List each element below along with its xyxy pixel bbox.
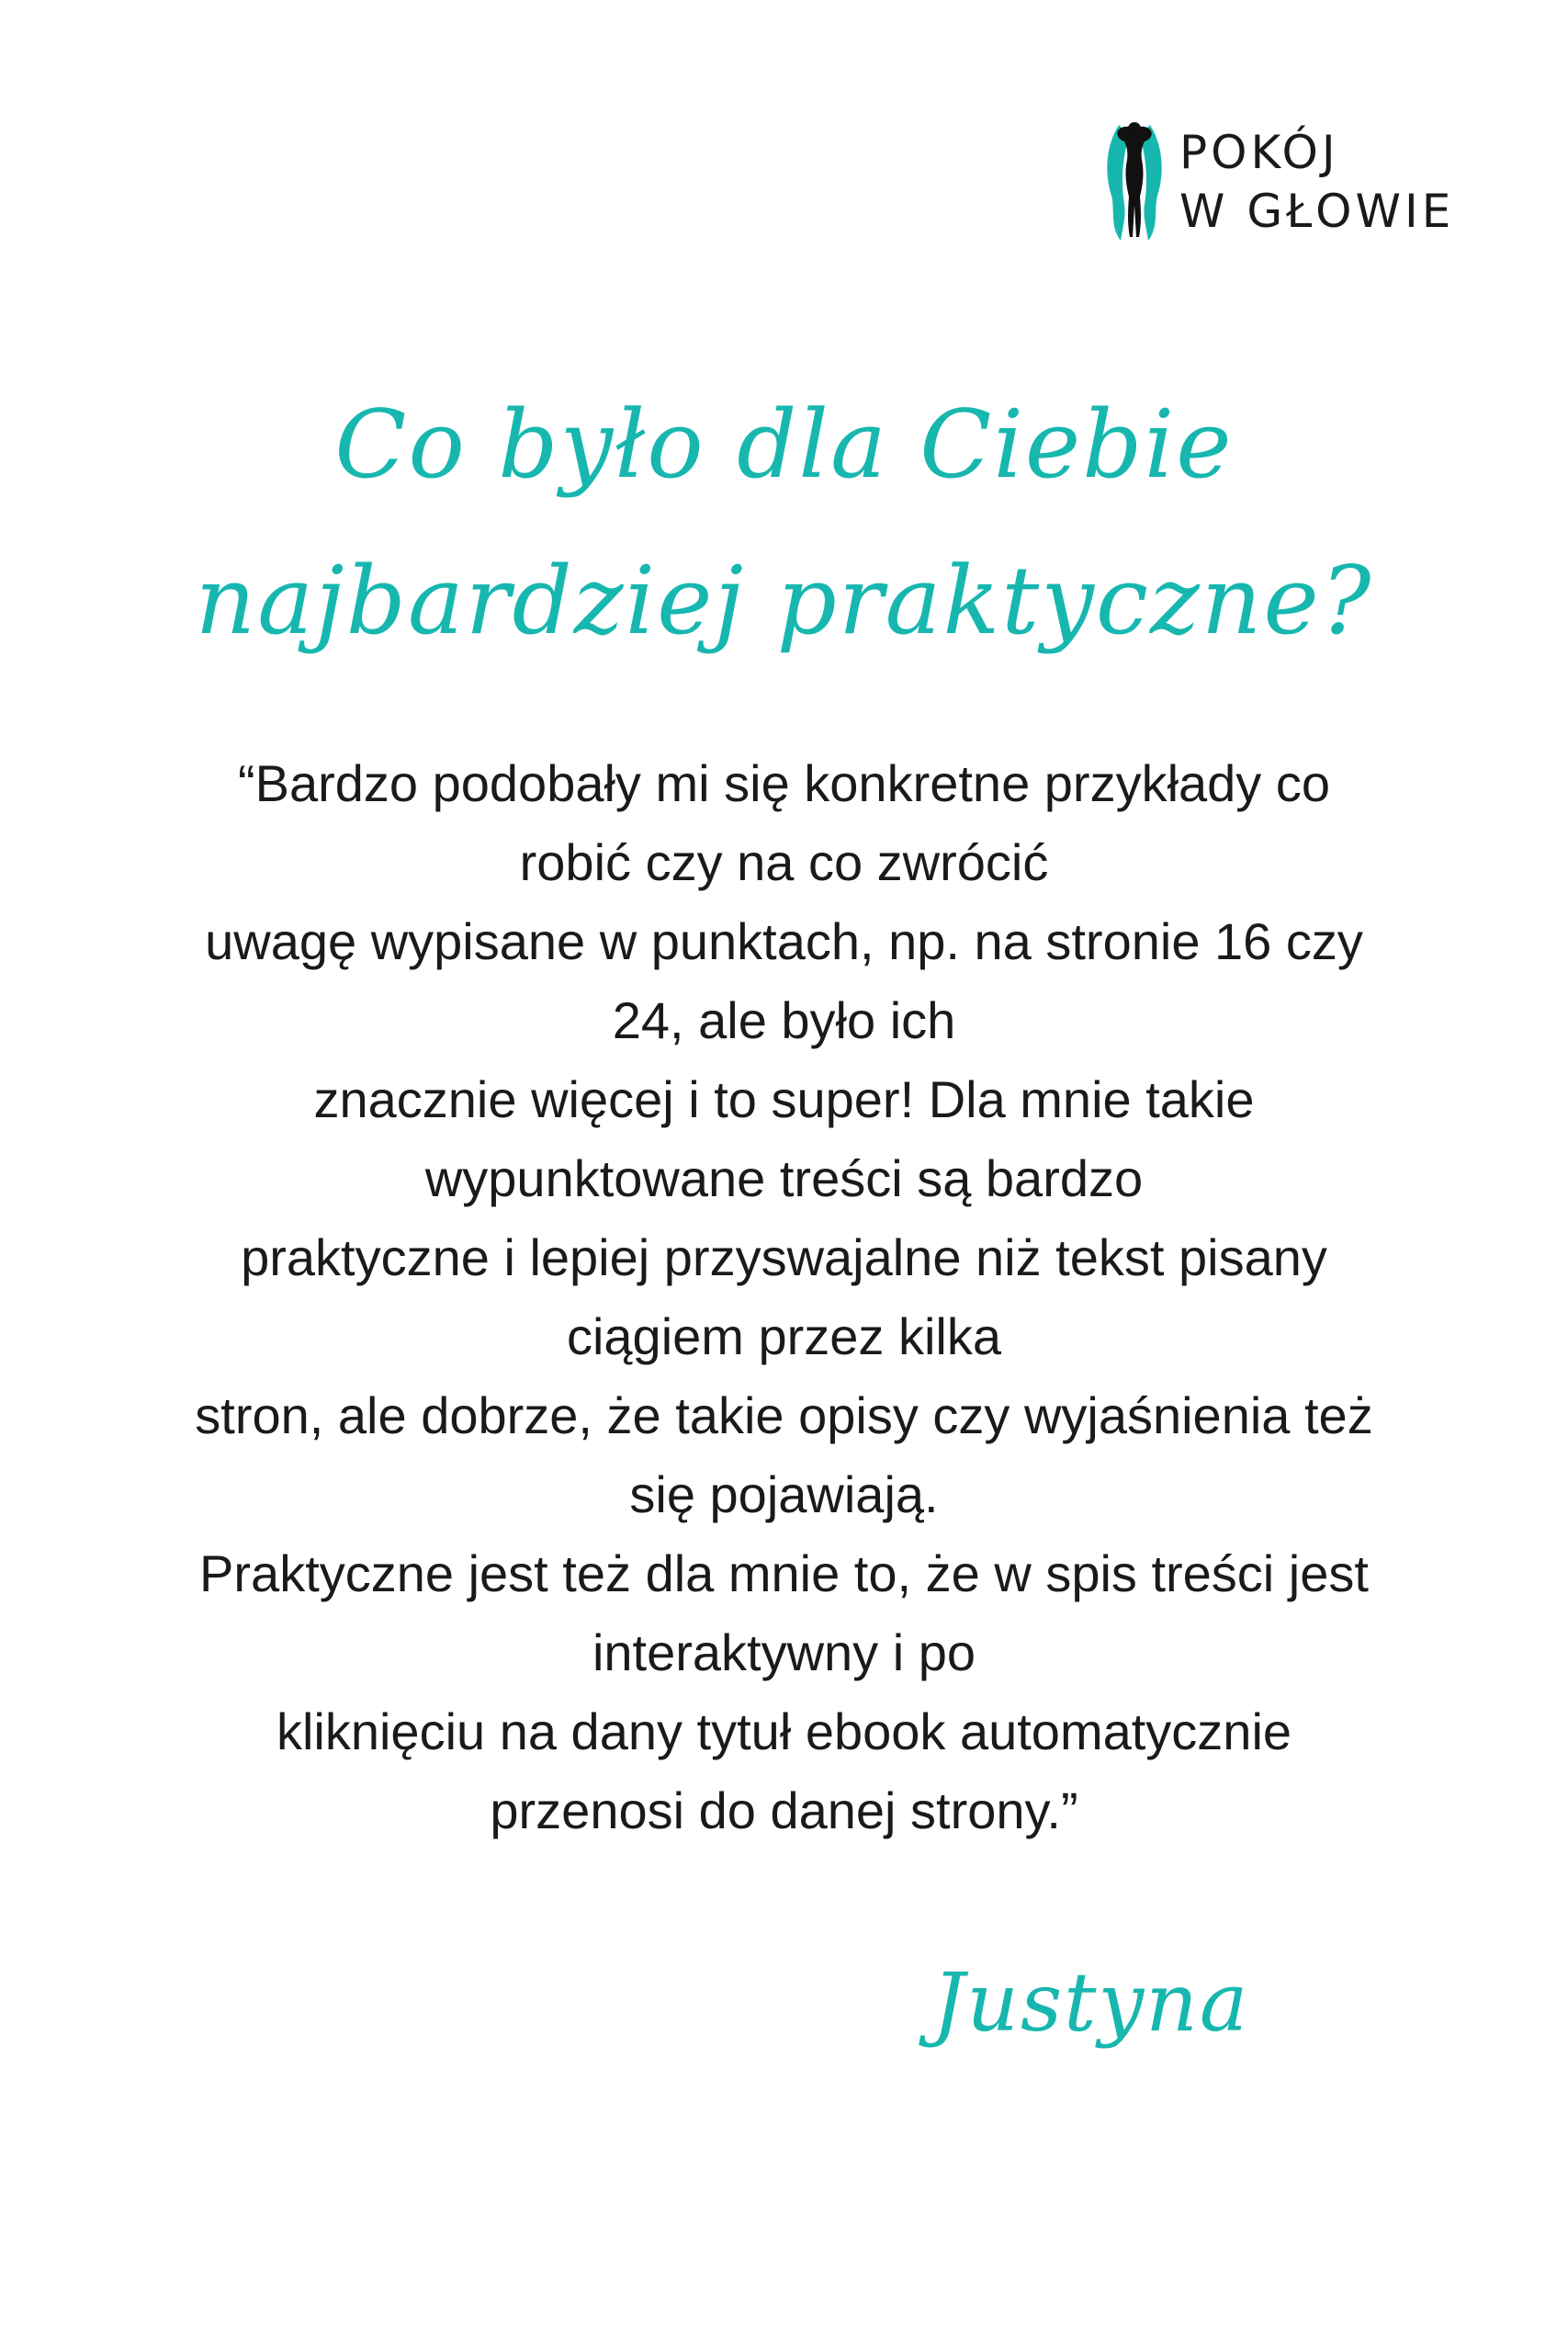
quote-line: ciągiem przez kilka bbox=[566, 1307, 1002, 1365]
quote-line: Praktyczne jest też dla mnie to, że w spis treści jest bbox=[199, 1544, 1369, 1602]
quote-line: stron, ale dobrze, że takie opisy czy wyjaśnienia też bbox=[195, 1386, 1373, 1444]
quote-line: przenosi do danej strony.” bbox=[490, 1781, 1078, 1839]
quote-line: interaktywny i po bbox=[592, 1623, 976, 1681]
title-line-1: Co było dla Ciebie bbox=[334, 390, 1234, 500]
brand-name bbox=[1179, 123, 1454, 241]
quote-line: się pojawiają. bbox=[629, 1465, 939, 1523]
page-title bbox=[0, 368, 1568, 680]
brand-line-2: W GŁOWIE bbox=[1179, 185, 1455, 238]
quote-line: uwagę wypisane w punktach, np. na stronie 16 czy bbox=[205, 912, 1363, 970]
quote-line: znacznie więcej i to super! Dla mnie takie bbox=[313, 1070, 1255, 1128]
quote-line: robić czy na co zwrócić bbox=[519, 833, 1049, 891]
quote-line: “Bardzo podobały mi się konkretne przykłady co bbox=[237, 754, 1330, 812]
quote-line: kliknięciu na dany tytuł ebook automatycznie bbox=[276, 1702, 1292, 1760]
brand-line-1: POKÓJ bbox=[1179, 126, 1339, 179]
quote-line: 24, ale było ich bbox=[612, 991, 956, 1049]
brand-logo bbox=[1102, 118, 1488, 255]
author-signature: Justyna bbox=[932, 1955, 1250, 2050]
title-line-2: najbardziej praktyczne? bbox=[195, 547, 1373, 656]
testimonial-quote bbox=[110, 744, 1458, 1850]
silhouette-logo-icon bbox=[1102, 118, 1167, 246]
quote-line: wypunktowane treści są bardzo bbox=[424, 1149, 1144, 1207]
quote-line: praktyczne i lepiej przyswajalne niż tekst pisany bbox=[241, 1228, 1327, 1286]
